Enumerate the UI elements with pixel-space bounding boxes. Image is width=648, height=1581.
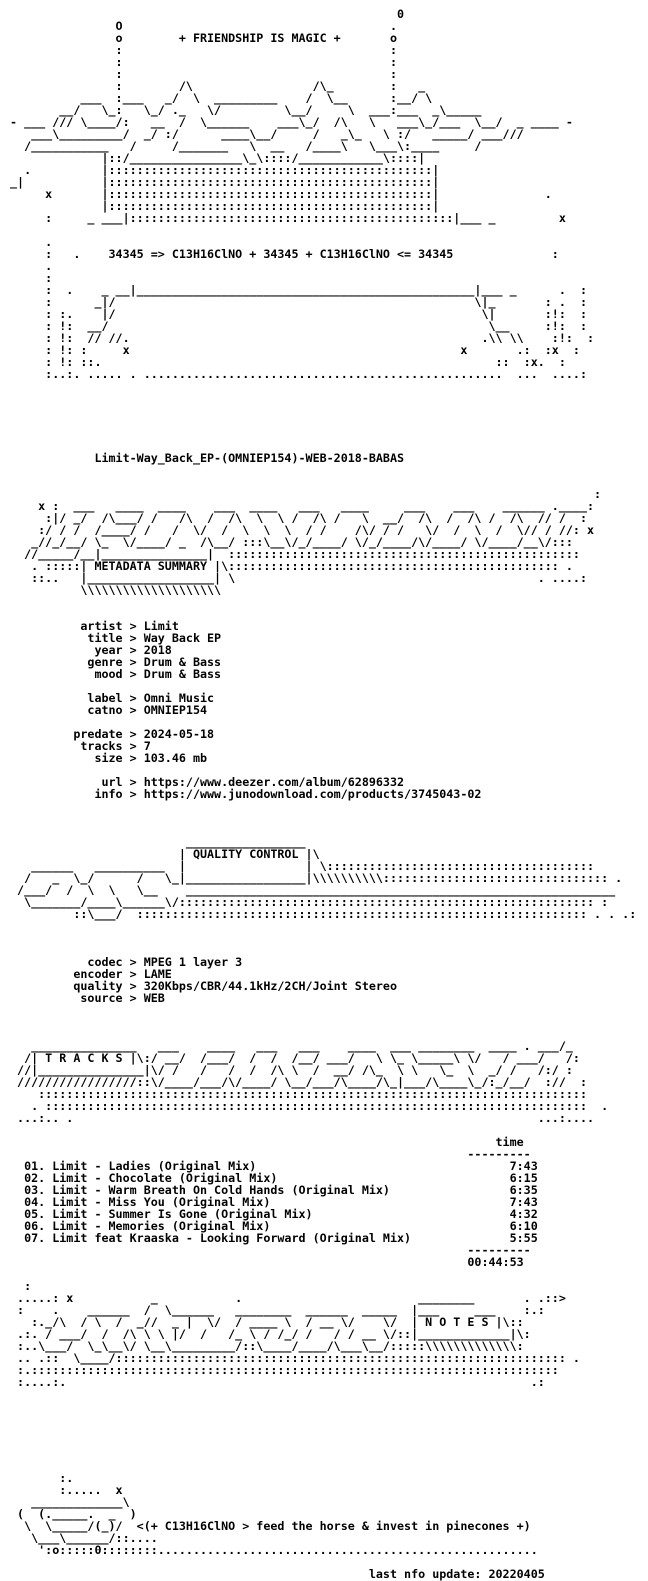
nfo-line: \_______/____\______\/::::::::::::::::::::::::::::::::::::::::::::::::::::::::::: : xyxy=(10,895,609,909)
nfo-line: /___/ / \ \ \__ _____________________________________________________________ xyxy=(10,883,616,897)
nfo-line: :/ / / /____/ / / \/ / \ \ \ / / /\/ / / \/ / \ / \// / //: x xyxy=(10,523,595,537)
nfo-line: :::::::::::::::::::::::::::::::::::::::::::::::::::::::::::::::::::::::::::::: xyxy=(10,1087,587,1101)
nfo-line: catno > OMNIEP154 xyxy=(10,703,208,717)
nfo-line: : _|/ \|_ : . : xyxy=(10,295,587,309)
nfo-line: : :. |/ \| :!: : xyxy=(10,307,587,321)
nfo-line: \___\______/::.... xyxy=(10,1531,158,1545)
nfo-line: .. .:: \____/:::::::::::::::::::::::::::::::::::::::::::::::::::::::::::::::: . xyxy=(10,1351,580,1365)
nfo-line: encoder > LAME xyxy=(10,967,172,981)
nfo-line: |::::::::::::::::::::::::::::::::::::::::::::::| xyxy=(10,199,440,213)
nfo-line xyxy=(10,1460,636,1472)
nfo-line: tracks > 7 xyxy=(10,739,151,753)
nfo-line: : xyxy=(10,487,602,501)
nfo-line xyxy=(10,1004,636,1016)
nfo-line: //_____/__|_______________| :::::::::::::::::::::::::::::::::::::::::::::::::: xyxy=(10,547,580,561)
nfo-line: label > Omni Music xyxy=(10,691,215,705)
nfo-line: source > WEB xyxy=(10,991,165,1005)
nfo-line: : /\ /\_ : _ xyxy=(10,79,426,93)
nfo-line: Limit-Way_Back_EP-(OMNIEP154)-WEB-2018-BABAS xyxy=(10,451,405,465)
nfo-line: :|/ _/ /\___/ / /\ / /\ \ \ / /\ / \ __/ /\ / /\ / /\ // / : xyxy=(10,511,587,525)
nfo-line: : xyxy=(10,1279,32,1293)
nfo-line: --------- xyxy=(10,1243,531,1257)
nfo-line: x |::::::::::::::::::::::::::::::::::::::::::::::| . xyxy=(10,187,552,201)
nfo-line xyxy=(10,1424,636,1436)
nfo-line: :..... x xyxy=(10,1483,123,1497)
nfo-line xyxy=(10,1448,636,1460)
nfo-line: size > 103.46 mb xyxy=(10,751,208,765)
nfo-line: ___\_________/ _/ :/ ____\__/ / _\_ \ :/ _____/ ___/// xyxy=(10,127,524,141)
nfo-line xyxy=(10,1016,636,1028)
nfo-line: . |::::::::::::::::::::::::::::::::::::::::::::::| xyxy=(10,163,440,177)
nfo-line: :..\___/ \_\__\/ \__\_________/::\____/____/\___\__/:::::\\\\\\\\\\\\\: xyxy=(10,1339,524,1353)
nfo-line: 03. Limit - Warm Breath On Cold Hands (Original Mix) 6:35 xyxy=(10,1183,538,1197)
nfo-line: mood > Drum & Bass xyxy=(10,667,222,681)
nfo-line: 00:44:53 xyxy=(10,1255,524,1269)
nfo-line: //|_______________|\/ / / / / /\ \ / __/ /\_ \ \ \_ \ _/ / /:/ : xyxy=(10,1063,573,1077)
nfo-line xyxy=(10,464,636,476)
nfo-line: : : xyxy=(10,67,398,81)
nfo-line xyxy=(10,920,636,932)
nfo-line: 0 xyxy=(10,7,405,21)
nfo-line xyxy=(10,800,636,812)
nfo-line xyxy=(10,416,636,428)
nfo-line: /___________ / /_______ \ __ /____\ \___\:____ / xyxy=(10,139,482,153)
nfo-line: genre > Drum & Bass xyxy=(10,655,222,669)
nfo-line: | QUALITY CONTROL |\ xyxy=(10,847,320,861)
nfo-line: : : xyxy=(10,55,398,69)
nfo-line xyxy=(10,1436,636,1448)
nfo-line: O . xyxy=(10,19,398,33)
nfo-line: : !: // //. .\\ \\ :!: : xyxy=(10,331,595,345)
nfo-line: : !: : x x .: :x : xyxy=(10,343,580,357)
nfo-line: ______ __________ | | \:::::::::::::::::::::::::::::::::::::: xyxy=(10,859,595,873)
nfo-line: 02. Limit - Chocolate (Original Mix) 6:15 xyxy=(10,1171,538,1185)
nfo-line: title > Way Back EP xyxy=(10,631,222,645)
nfo-line: last nfo update: 20220405 xyxy=(10,1567,545,1581)
nfo-line: o + FRIENDSHIP IS MAGIC + o xyxy=(10,31,398,45)
nfo-line: artist > Limit xyxy=(10,619,179,633)
nfo-line: .....: x _ . ________ . .::> xyxy=(10,1291,566,1305)
nfo-line: . ::::::::::::::::::::::::::::::::::::::::::::::::::::::::::::::::::::::::::::: . xyxy=(10,1099,609,1113)
nfo-line xyxy=(10,428,636,440)
nfo-line: : . ______ / \______ ________ ______ _____ |___ ___ :.: xyxy=(10,1303,545,1317)
nfo-line: : _ ___|::::::::::::::::::::::::::::::::::::::::::::::|___ _ x xyxy=(10,211,566,225)
nfo-line: ( (._____. _ ) xyxy=(10,1507,137,1521)
nfo-line: ::\___/ :::::::::::::::::::::::::::::::::::::::::::::::::::::::::::::::: . . .: xyxy=(10,907,637,921)
nfo-line: |::/________________\_\::::/____________\::::| xyxy=(10,151,426,165)
nfo-line: . xyxy=(10,259,53,273)
nfo-line: time xyxy=(10,1135,524,1149)
nfo-line: ':o:::::0::::::::...................................................... xyxy=(10,1543,538,1557)
nfo-line: : . _ __|________________________________________________|___ _ . : xyxy=(10,283,587,297)
nfo-line: : !: __/ \__ :!: : xyxy=(10,319,587,333)
nfo-line: 07. Limit feat Kraaska - Looking Forward (Original Mix) 5:55 xyxy=(10,1231,538,1245)
nfo-line: : !: ::. :: :x. : xyxy=(10,355,566,369)
nfo-line xyxy=(10,1412,636,1424)
nfo-line xyxy=(10,1268,636,1280)
nfo-line xyxy=(10,596,636,608)
nfo-line: --------- xyxy=(10,1147,531,1161)
nfo-text-block xyxy=(10,8,636,1580)
nfo-line: _____________\ xyxy=(10,1495,130,1509)
nfo-line: _//_/__/ \_ \/____/ _ /\__/ :::\__\/_/____/ \/_/____/\/____/ \/____/__\/::: xyxy=(10,535,573,549)
nfo-line: /////////////////::\/____/___/\/____/ \__/___/\____/\_|___/\____\_/:_/__/ :// : xyxy=(10,1075,587,1089)
nfo-line: _| |::::::::::::::::::::::::::::::::::::::::::::::| xyxy=(10,175,440,189)
nfo-line: . :::::| METADATA SUMMARY |\::::::::::::::::::::::::::::::::::::::::::::::: . xyxy=(10,559,573,573)
nfo-line: _________________ xyxy=(10,835,306,849)
nfo-line: info > https://www.junodownload.com/products/3745043-02 xyxy=(10,787,482,801)
nfo-line xyxy=(10,812,636,824)
nfo-line: / _ \_/ / \_|_________________|\\\\\\\\\\:::::::::::::::::::::::::::::::: . xyxy=(10,871,623,885)
nfo-line: : : xyxy=(10,43,398,57)
nfo-line: :..:. ..... . ................................................... ... ....: xyxy=(10,367,587,381)
nfo-line: : . 34345 => C13H16ClNO + 34345 + C13H16ClNO <= 34345 : xyxy=(10,247,559,261)
nfo-line: ___ :___ _/ \ _________ / \__ :__/ \ xyxy=(10,91,433,105)
nfo-line xyxy=(10,932,636,944)
nfo-line: predate > 2024-05-18 xyxy=(10,727,215,741)
nfo-line: quality > 320Kbps/CBR/44.1kHz/2CH/Joint Stereo xyxy=(10,979,398,993)
nfo-line: :. xyxy=(10,1471,74,1485)
nfo-line: /| T R A C K S |\:/ __/ /___/ / / /__/ ___/ \ \_ \_____\ \/ / ___/ /: xyxy=(10,1051,580,1065)
nfo-line: \\\\\\\\\\\\\\\\\\\\ xyxy=(10,583,222,597)
nfo-line: . xyxy=(10,235,53,249)
nfo-line: :.::::::::::::::::::::::::::::::::::::::::::::::::::::::::::::::::::::::::::: xyxy=(10,1363,559,1377)
nfo-line: 04. Limit - Miss You (Original Mix) 7:43 xyxy=(10,1195,538,1209)
nfo-line: 05. Limit - Summer Is Gone (Original Mix) 4:32 xyxy=(10,1207,538,1221)
nfo-line xyxy=(10,392,636,404)
nfo-line xyxy=(10,1388,636,1400)
nfo-line: __/ \_: \_/ ._ \/ \__/ \ ___:___ _\_____ xyxy=(10,103,482,117)
nfo-line: :._/\ / \ / _// _ | \/ / ____ \ / __ \/ \/ | N O T E S |\:: xyxy=(10,1315,524,1329)
nfo-line: ...:.. . ...:.... xyxy=(10,1111,595,1125)
nfo-line: :....:. .: xyxy=(10,1375,545,1389)
nfo-line xyxy=(10,224,636,236)
nfo-line: 01. Limit - Ladies (Original Mix) 7:43 xyxy=(10,1159,538,1173)
nfo-line xyxy=(10,404,636,416)
nfo-line: : xyxy=(10,271,53,285)
nfo-line: 06. Limit - Memories (Original Mix) 6:10 xyxy=(10,1219,538,1233)
nfo-line: \ \_____/(_)/ <(+ C13H16ClNO > feed the horse & invest in pinecones +) xyxy=(10,1519,531,1533)
nfo-line: .:. / ___/ / /\ \ \ |/ / /_ \ / /_/ / / / __ \/::|_____________|\: xyxy=(10,1327,531,1341)
nfo-line xyxy=(10,1400,636,1412)
nfo-line: - ___ /// \____/: __ / \______ ___\_/ /\ \ ___\_/___ \__/ _ ____ - xyxy=(10,115,573,129)
nfo-line: x : ___ ____ ____ ___ ____ ___ ____ ___ ___ ______ .____: xyxy=(10,499,595,513)
nfo-line: ::.. |__________________| \ . ....: xyxy=(10,571,587,585)
nfo-line: _______________ ___ ____ ___ ___ ____ ___ ________ ____ . ___/_ xyxy=(10,1039,573,1053)
nfo-line xyxy=(10,380,636,392)
nfo-line: url > https://www.deezer.com/album/62896332 xyxy=(10,775,405,789)
nfo-line: codec > MPEG 1 layer 3 xyxy=(10,955,243,969)
nfo-line: year > 2018 xyxy=(10,643,172,657)
